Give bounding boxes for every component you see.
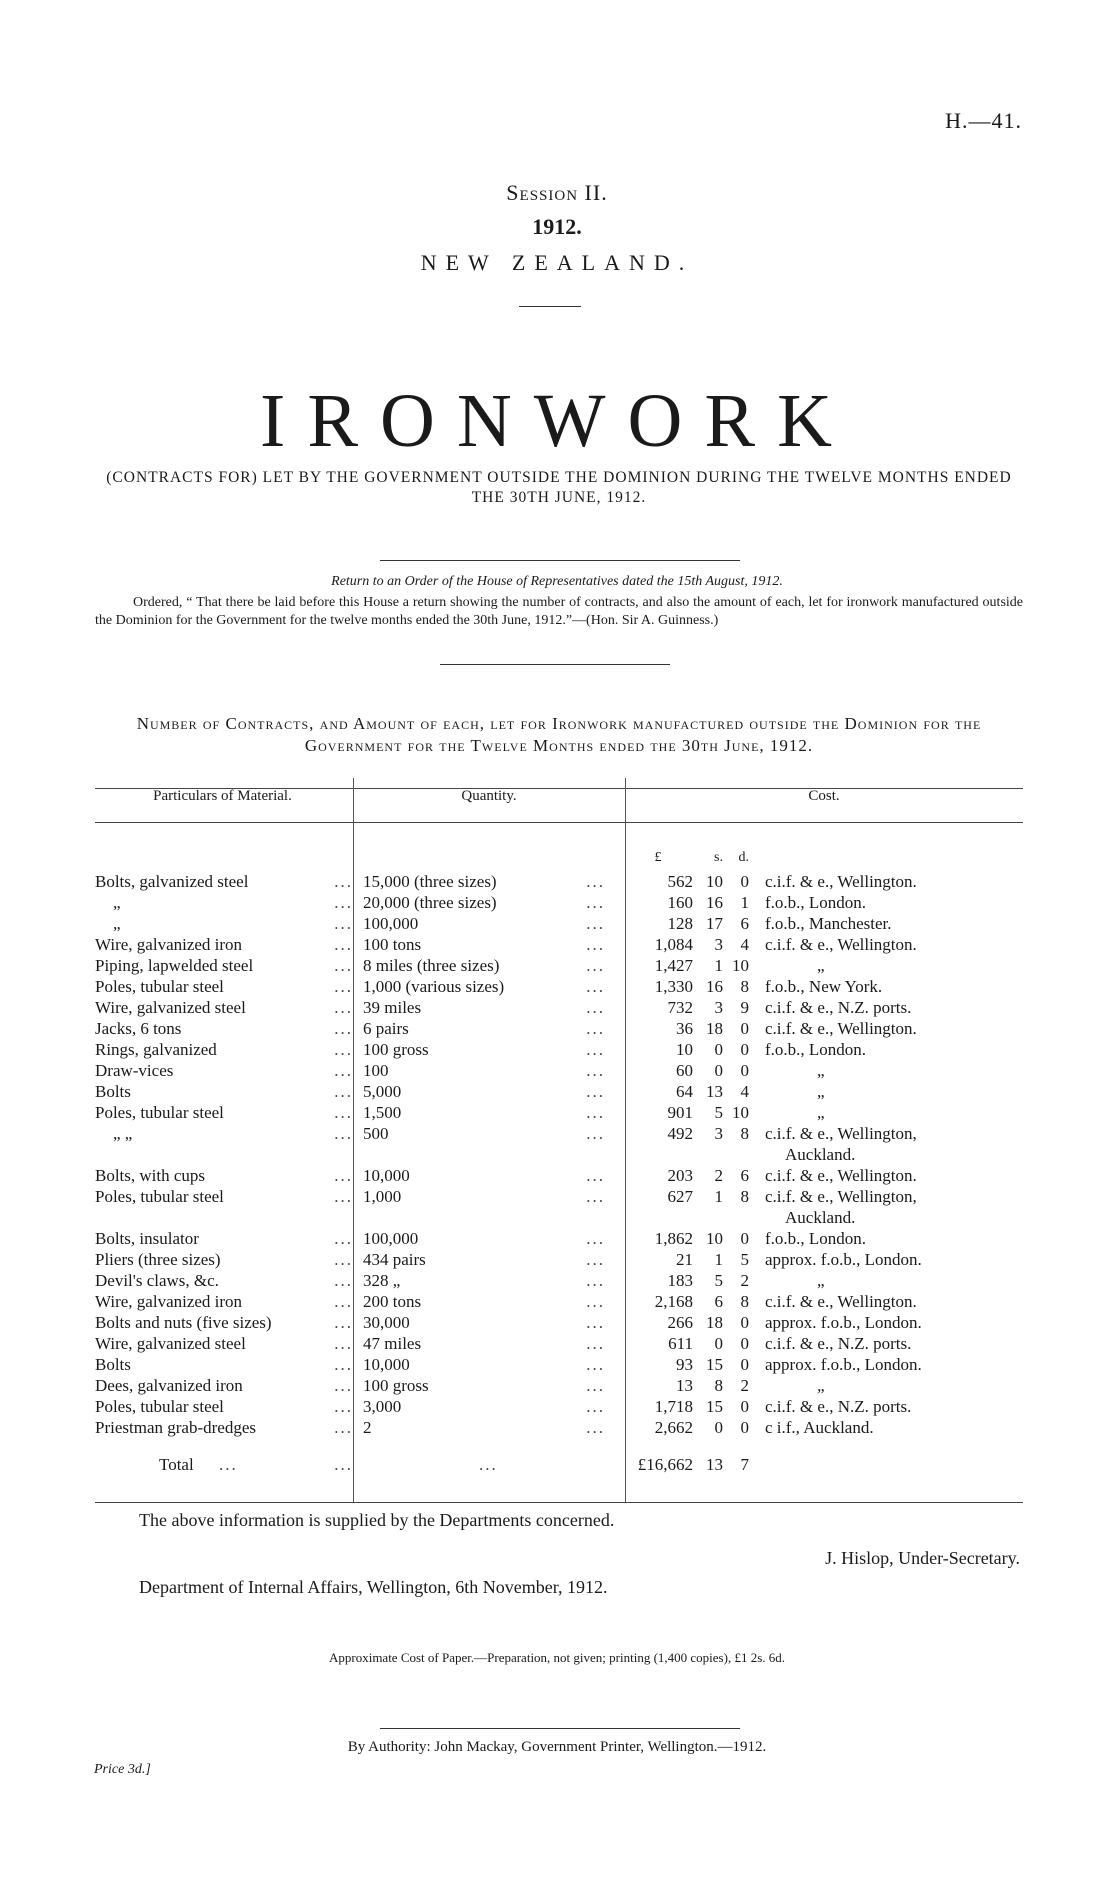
unit-pounds: £ — [654, 850, 662, 865]
pounds-cell: 1,718 — [654, 1397, 693, 1416]
leader-dots: ... — [334, 893, 353, 912]
terms-cell: f.o.b., Manchester. — [765, 914, 892, 933]
material-cell: „ „ — [113, 1124, 133, 1143]
quantity-cell: 200 tons — [363, 1292, 422, 1311]
terms-cell: Auckland. — [785, 1208, 856, 1227]
material-cell: Pliers (three sizes) — [95, 1250, 221, 1269]
leader-dots: ... — [586, 1187, 605, 1206]
total-pence: 7 — [740, 1455, 749, 1474]
shillings-cell: 17 — [706, 914, 723, 933]
pounds-cell: 10 — [676, 1040, 693, 1059]
shillings-cell: 0 — [714, 1418, 723, 1437]
leader-dots: ... — [586, 1418, 605, 1437]
quantity-cell: 500 — [363, 1124, 389, 1143]
pence-cell: 0 — [740, 1397, 749, 1416]
paper-cost-note: Approximate Cost of Paper.—Preparation, not given; printing (1,400 copies), £1 2s. 6d. — [328, 1650, 785, 1665]
pounds-cell: 1,427 — [654, 956, 693, 975]
signature: J. Hislop, Under-Secretary. — [825, 1548, 1020, 1568]
leader-dots: ... — [334, 1397, 353, 1416]
terms-cell: c.i.f. & e., Wellington. — [765, 872, 917, 891]
quantity-cell: 30,000 — [363, 1313, 410, 1332]
table-row — [95, 914, 1023, 935]
table-row — [95, 1082, 1023, 1103]
terms-cell: approx. f.o.b., London. — [765, 1250, 922, 1269]
material-cell: Bolts, galvanized steel — [95, 872, 249, 891]
divider-rule — [380, 1728, 740, 1729]
leader-dots: ... — [586, 1061, 605, 1080]
pence-cell: 8 — [740, 1124, 749, 1143]
supplied-note: The above information is supplied by the Departments concerned. — [139, 1510, 615, 1530]
table-row — [95, 1040, 1023, 1061]
material-cell: Poles, tubular steel — [95, 1187, 224, 1206]
leader-dots: ... — [586, 1271, 605, 1290]
pounds-cell: 611 — [668, 1334, 693, 1353]
country-label: NEW ZEALAND. — [420, 250, 694, 275]
leader-dots: ... — [334, 1040, 353, 1059]
shillings-cell: 15 — [706, 1355, 723, 1374]
table-row — [95, 893, 1023, 914]
terms-cell: c.i.f. & e., N.Z. ports. — [765, 1397, 912, 1416]
terms-cell: f.o.b., London. — [765, 893, 867, 912]
leader-dots: ... — [586, 977, 605, 996]
table-row — [95, 935, 1023, 956]
leader-dots: ... — [334, 1355, 353, 1374]
table-row — [95, 1166, 1023, 1187]
leader-dots: ... — [586, 914, 605, 933]
terms-cell: c.i.f. & e., Wellington. — [765, 1019, 917, 1038]
year-label: 1912. — [532, 214, 582, 239]
quantity-cell: 8 miles (three sizes) — [363, 956, 500, 975]
shillings-cell: 18 — [706, 1019, 723, 1038]
quantity-cell: 100,000 — [363, 1229, 419, 1248]
quantity-cell: 39 miles — [363, 998, 422, 1017]
leader-dots: ... — [334, 1313, 353, 1332]
printer-authority: By Authority: John Mackay, Government Printer, Wellington.—1912. — [347, 1739, 767, 1755]
leader-dots: ... — [479, 1455, 498, 1474]
terms-cell: c.i.f. & e., Wellington. — [765, 935, 917, 954]
table-row — [95, 1103, 1023, 1124]
material-cell: Bolts and nuts (five sizes) — [95, 1313, 272, 1332]
price-label: Price 3d.] — [94, 1762, 151, 1777]
shillings-cell: 5 — [714, 1103, 723, 1122]
material-cell: Rings, galvanized — [95, 1040, 217, 1059]
quantity-cell: 10,000 — [363, 1355, 410, 1374]
leader-dots: ... — [219, 1455, 238, 1474]
terms-cell: f.o.b., London. — [765, 1229, 867, 1248]
pence-cell: 10 — [732, 956, 749, 975]
material-cell: Dees, galvanized iron — [95, 1376, 243, 1395]
leader-dots: ... — [586, 1166, 605, 1185]
shillings-cell: 1 — [714, 1250, 723, 1269]
leader-dots: ... — [334, 1124, 353, 1143]
leader-dots: ... — [334, 998, 353, 1017]
material-cell: Bolts, insulator — [95, 1229, 199, 1248]
shillings-cell: 6 — [714, 1292, 723, 1311]
material-cell: Poles, tubular steel — [95, 1397, 224, 1416]
shillings-cell: 10 — [706, 1229, 723, 1248]
pounds-cell: 64 — [676, 1082, 693, 1101]
pounds-cell: 21 — [676, 1250, 693, 1269]
pounds-cell: 2,168 — [654, 1292, 693, 1311]
table-bottom-rule — [95, 1502, 1023, 1503]
terms-cell: c.i.f. & e., Wellington, — [765, 1187, 917, 1206]
terms-cell: „ — [817, 1082, 825, 1101]
quantity-cell: 100,000 — [363, 914, 419, 933]
quantity-cell: 1,000 — [363, 1187, 402, 1206]
divider-rule — [519, 306, 581, 307]
pounds-cell: 1,862 — [654, 1229, 693, 1248]
pence-cell: 0 — [740, 1229, 749, 1248]
terms-cell: „ — [817, 1103, 825, 1122]
material-cell: Poles, tubular steel — [95, 1103, 224, 1122]
leader-dots: ... — [334, 1082, 353, 1101]
table-row — [95, 1334, 1023, 1355]
material-cell: Draw-vices — [95, 1061, 174, 1080]
table-row — [95, 1271, 1023, 1292]
pence-cell: 2 — [740, 1376, 749, 1395]
pence-cell: 4 — [740, 1082, 749, 1101]
leader-dots: ... — [586, 1250, 605, 1269]
table-row — [95, 1187, 1023, 1208]
material-cell: Devil's claws, &c. — [95, 1271, 219, 1290]
shillings-cell: 5 — [714, 1271, 723, 1290]
terms-cell: approx. f.o.b., London. — [765, 1313, 922, 1332]
column-header-cost: Cost. — [808, 788, 840, 804]
table-row — [95, 1250, 1023, 1271]
terms-cell: „ — [817, 1061, 825, 1080]
shillings-cell: 16 — [706, 893, 723, 912]
leader-dots: ... — [586, 1334, 605, 1353]
shillings-cell: 8 — [714, 1376, 723, 1395]
quantity-cell: 100 tons — [363, 935, 422, 954]
pounds-cell: 627 — [667, 1187, 693, 1206]
material-cell: Bolts — [95, 1355, 131, 1374]
pence-cell: 0 — [740, 1313, 749, 1332]
quantity-cell: 3,000 — [363, 1397, 402, 1416]
leader-dots: ... — [586, 1313, 605, 1332]
leader-dots: ... — [334, 872, 353, 891]
pence-cell: 8 — [740, 977, 749, 996]
pounds-cell: 36 — [676, 1019, 693, 1038]
table-row — [95, 1313, 1023, 1334]
shillings-cell: 1 — [714, 1187, 723, 1206]
pounds-cell: 128 — [667, 914, 693, 933]
pence-cell: 0 — [740, 872, 749, 891]
pence-cell: 0 — [740, 1061, 749, 1080]
shillings-cell: 3 — [714, 998, 723, 1017]
leader-dots: ... — [586, 1124, 605, 1143]
leader-dots: ... — [586, 1103, 605, 1122]
terms-cell: f.o.b., London. — [765, 1040, 867, 1059]
leader-dots: ... — [334, 1103, 353, 1122]
shillings-cell: 0 — [714, 1040, 723, 1059]
quantity-cell: 100 gross — [363, 1376, 429, 1395]
leader-dots: ... — [586, 1397, 605, 1416]
material-cell: Wire, galvanized iron — [95, 1292, 243, 1311]
leader-dots: ... — [334, 1418, 353, 1437]
terms-cell: c.i.f. & e., N.Z. ports. — [765, 998, 912, 1017]
divider-rule — [440, 664, 670, 665]
pence-cell: 0 — [740, 1019, 749, 1038]
quantity-cell: 10,000 — [363, 1166, 410, 1185]
pounds-cell: 492 — [667, 1124, 693, 1143]
pence-cell: 10 — [732, 1103, 749, 1122]
table-row — [95, 956, 1023, 977]
table-row — [95, 1019, 1023, 1040]
pounds-cell: 93 — [676, 1355, 693, 1374]
document-title: IRONWORK — [260, 379, 854, 463]
pence-cell: 8 — [740, 1187, 749, 1206]
divider-rule — [380, 560, 740, 561]
table-row-continuation — [95, 1208, 1023, 1229]
leader-dots: ... — [586, 1355, 605, 1374]
shillings-cell: 16 — [706, 977, 723, 996]
leader-dots: ... — [586, 1376, 605, 1395]
terms-cell: f.o.b., New York. — [765, 977, 883, 996]
table-row — [95, 1292, 1023, 1313]
return-order-line: Return to an Order of the House of Representatives dated the 15th August, 1912. — [331, 574, 783, 589]
table-row — [95, 1376, 1023, 1397]
pence-cell: 8 — [740, 1292, 749, 1311]
shillings-cell: 3 — [714, 1124, 723, 1143]
leader-dots: ... — [334, 1229, 353, 1248]
unit-pence: d. — [738, 850, 749, 865]
pounds-cell: 183 — [667, 1271, 693, 1290]
shillings-cell: 10 — [706, 872, 723, 891]
quantity-cell: 1,500 — [363, 1103, 402, 1122]
pounds-cell: 732 — [667, 998, 693, 1017]
leader-dots: ... — [334, 1271, 353, 1290]
material-cell: Piping, lapwelded steel — [95, 956, 254, 975]
pence-cell: 9 — [740, 998, 749, 1017]
table-row — [95, 1355, 1023, 1376]
terms-cell: approx. f.o.b., London. — [765, 1355, 922, 1374]
pounds-cell: 60 — [676, 1061, 693, 1080]
quantity-cell: 100 gross — [363, 1040, 429, 1059]
leader-dots: ... — [586, 1040, 605, 1059]
terms-cell: c.i.f. & e., Wellington, — [765, 1124, 917, 1143]
material-cell: Jacks, 6 tons — [95, 1019, 182, 1038]
quantity-cell: 328 „ — [363, 1271, 401, 1290]
quantity-cell: 434 pairs — [363, 1250, 426, 1269]
leader-dots: ... — [586, 998, 605, 1017]
pence-cell: 1 — [740, 893, 749, 912]
material-cell: Bolts — [95, 1082, 131, 1101]
paper-id: H.—41. — [945, 108, 1022, 133]
pounds-cell: 2,662 — [654, 1418, 693, 1437]
table-row — [95, 1124, 1023, 1145]
quantity-cell: 5,000 — [363, 1082, 402, 1101]
pence-cell: 0 — [740, 1040, 749, 1059]
leader-dots: ... — [586, 956, 605, 975]
total-pounds: £16,662 — [637, 1455, 693, 1474]
table-row — [95, 1229, 1023, 1250]
table-heading: Number of Contracts, and Amount of each, let for Ironwork manufactured outside the Dominion for the Government for the Twelve Months ended the 30th June, 1912. — [136, 714, 982, 755]
session-label: Session II. — [506, 180, 608, 205]
leader-dots: ... — [334, 1376, 353, 1395]
shillings-cell: 2 — [714, 1166, 723, 1185]
leader-dots: ... — [334, 1250, 353, 1269]
shillings-cell: 0 — [714, 1061, 723, 1080]
leader-dots: ... — [334, 914, 353, 933]
shillings-cell: 1 — [714, 956, 723, 975]
shillings-cell: 3 — [714, 935, 723, 954]
terms-cell: c.i.f. & e., Wellington. — [765, 1292, 917, 1311]
leader-dots: ... — [586, 893, 605, 912]
column-header-quantity: Quantity. — [461, 788, 517, 804]
total-label: Total — [159, 1455, 194, 1474]
material-cell: Bolts, with cups — [95, 1166, 206, 1185]
terms-cell: „ — [817, 956, 825, 975]
terms-cell: c.i.f. & e., Wellington. — [765, 1166, 917, 1185]
pence-cell: 6 — [740, 1166, 749, 1185]
total-shillings: 13 — [706, 1455, 723, 1474]
ordered-paragraph: Ordered, “ That there be laid before this House a return showing the number of contracts, and also the amount of each, let for ironwork manufactured outside the Dominion for the Government for the twelve months ended the 30th June, 1912.”—(Hon. Sir A. Guinness.) — [95, 595, 1023, 628]
pounds-cell: 13 — [676, 1376, 693, 1395]
pounds-cell: 203 — [667, 1166, 693, 1185]
quantity-cell: 6 pairs — [363, 1019, 409, 1038]
table-row — [95, 1418, 1023, 1439]
terms-cell: „ — [817, 1376, 825, 1395]
quantity-cell: 47 miles — [363, 1334, 422, 1353]
leader-dots: ... — [586, 1292, 605, 1311]
pence-cell: 2 — [740, 1271, 749, 1290]
material-cell: „ — [113, 893, 121, 912]
leader-dots: ... — [334, 956, 353, 975]
pence-cell: 5 — [740, 1250, 749, 1269]
material-cell: Wire, galvanized steel — [95, 1334, 246, 1353]
table-row — [95, 1397, 1023, 1418]
leader-dots: ... — [586, 1082, 605, 1101]
table-row-continuation — [95, 1145, 1023, 1166]
pounds-cell: 1,330 — [654, 977, 693, 996]
shillings-cell: 13 — [706, 1082, 723, 1101]
leader-dots: ... — [334, 935, 353, 954]
pence-cell: 0 — [740, 1334, 749, 1353]
leader-dots: ... — [586, 1229, 605, 1248]
pounds-cell: 266 — [667, 1313, 693, 1332]
table-row — [95, 977, 1023, 998]
material-cell: Wire, galvanized iron — [95, 935, 243, 954]
table-header-rule — [95, 822, 1023, 823]
total-row — [95, 1455, 1023, 1476]
pence-cell: 0 — [740, 1418, 749, 1437]
shillings-cell: 18 — [706, 1313, 723, 1332]
pounds-cell: 562 — [667, 872, 693, 891]
leader-dots: ... — [334, 1166, 353, 1185]
column-header-material: Particulars of Material. — [153, 788, 292, 804]
pence-cell: 6 — [740, 914, 749, 933]
terms-cell: Auckland. — [785, 1145, 856, 1164]
terms-cell: „ — [817, 1271, 825, 1290]
quantity-cell: 1,000 (various sizes) — [363, 977, 505, 996]
leader-dots: ... — [334, 1187, 353, 1206]
pence-cell: 0 — [740, 1355, 749, 1374]
shillings-cell: 15 — [706, 1397, 723, 1416]
department-line: Department of Internal Affairs, Wellington, 6th November, 1912. — [139, 1577, 608, 1597]
pence-cell: 4 — [740, 935, 749, 954]
leader-dots: ... — [334, 1334, 353, 1353]
leader-dots: ... — [334, 1019, 353, 1038]
terms-cell: c i.f., Auckland. — [765, 1418, 874, 1437]
leader-dots: ... — [334, 1292, 353, 1311]
shillings-cell: 0 — [714, 1334, 723, 1353]
quantity-cell: 15,000 (three sizes) — [363, 872, 497, 891]
material-cell: „ — [113, 914, 121, 933]
pounds-cell: 901 — [667, 1103, 693, 1122]
leader-dots: ... — [334, 1061, 353, 1080]
document-subtitle: (CONTRACTS FOR) LET BY THE GOVERNMENT OUTSIDE THE DOMINION DURING THE TWELVE MONTHS ENDED THE 30TH JUNE, 1912. — [106, 469, 1012, 506]
material-cell: Priestman grab-dredges — [95, 1418, 256, 1437]
table-row — [95, 1061, 1023, 1082]
table-row — [95, 872, 1023, 893]
unit-shillings: s. — [714, 850, 723, 865]
material-cell: Poles, tubular steel — [95, 977, 224, 996]
leader-dots: ... — [586, 935, 605, 954]
quantity-cell: 2 — [363, 1418, 372, 1437]
quantity-cell: 100 — [363, 1061, 389, 1080]
terms-cell: c.i.f. & e., N.Z. ports. — [765, 1334, 912, 1353]
leader-dots: ... — [334, 977, 353, 996]
leader-dots: ... — [586, 872, 605, 891]
leader-dots: ... — [334, 1455, 353, 1474]
material-cell: Wire, galvanized steel — [95, 998, 246, 1017]
currency-units-row — [95, 850, 1023, 871]
pounds-cell: 160 — [667, 893, 693, 912]
quantity-cell: 20,000 (three sizes) — [363, 893, 497, 912]
pounds-cell: 1,084 — [654, 935, 693, 954]
table-row — [95, 998, 1023, 1019]
leader-dots: ... — [586, 1019, 605, 1038]
